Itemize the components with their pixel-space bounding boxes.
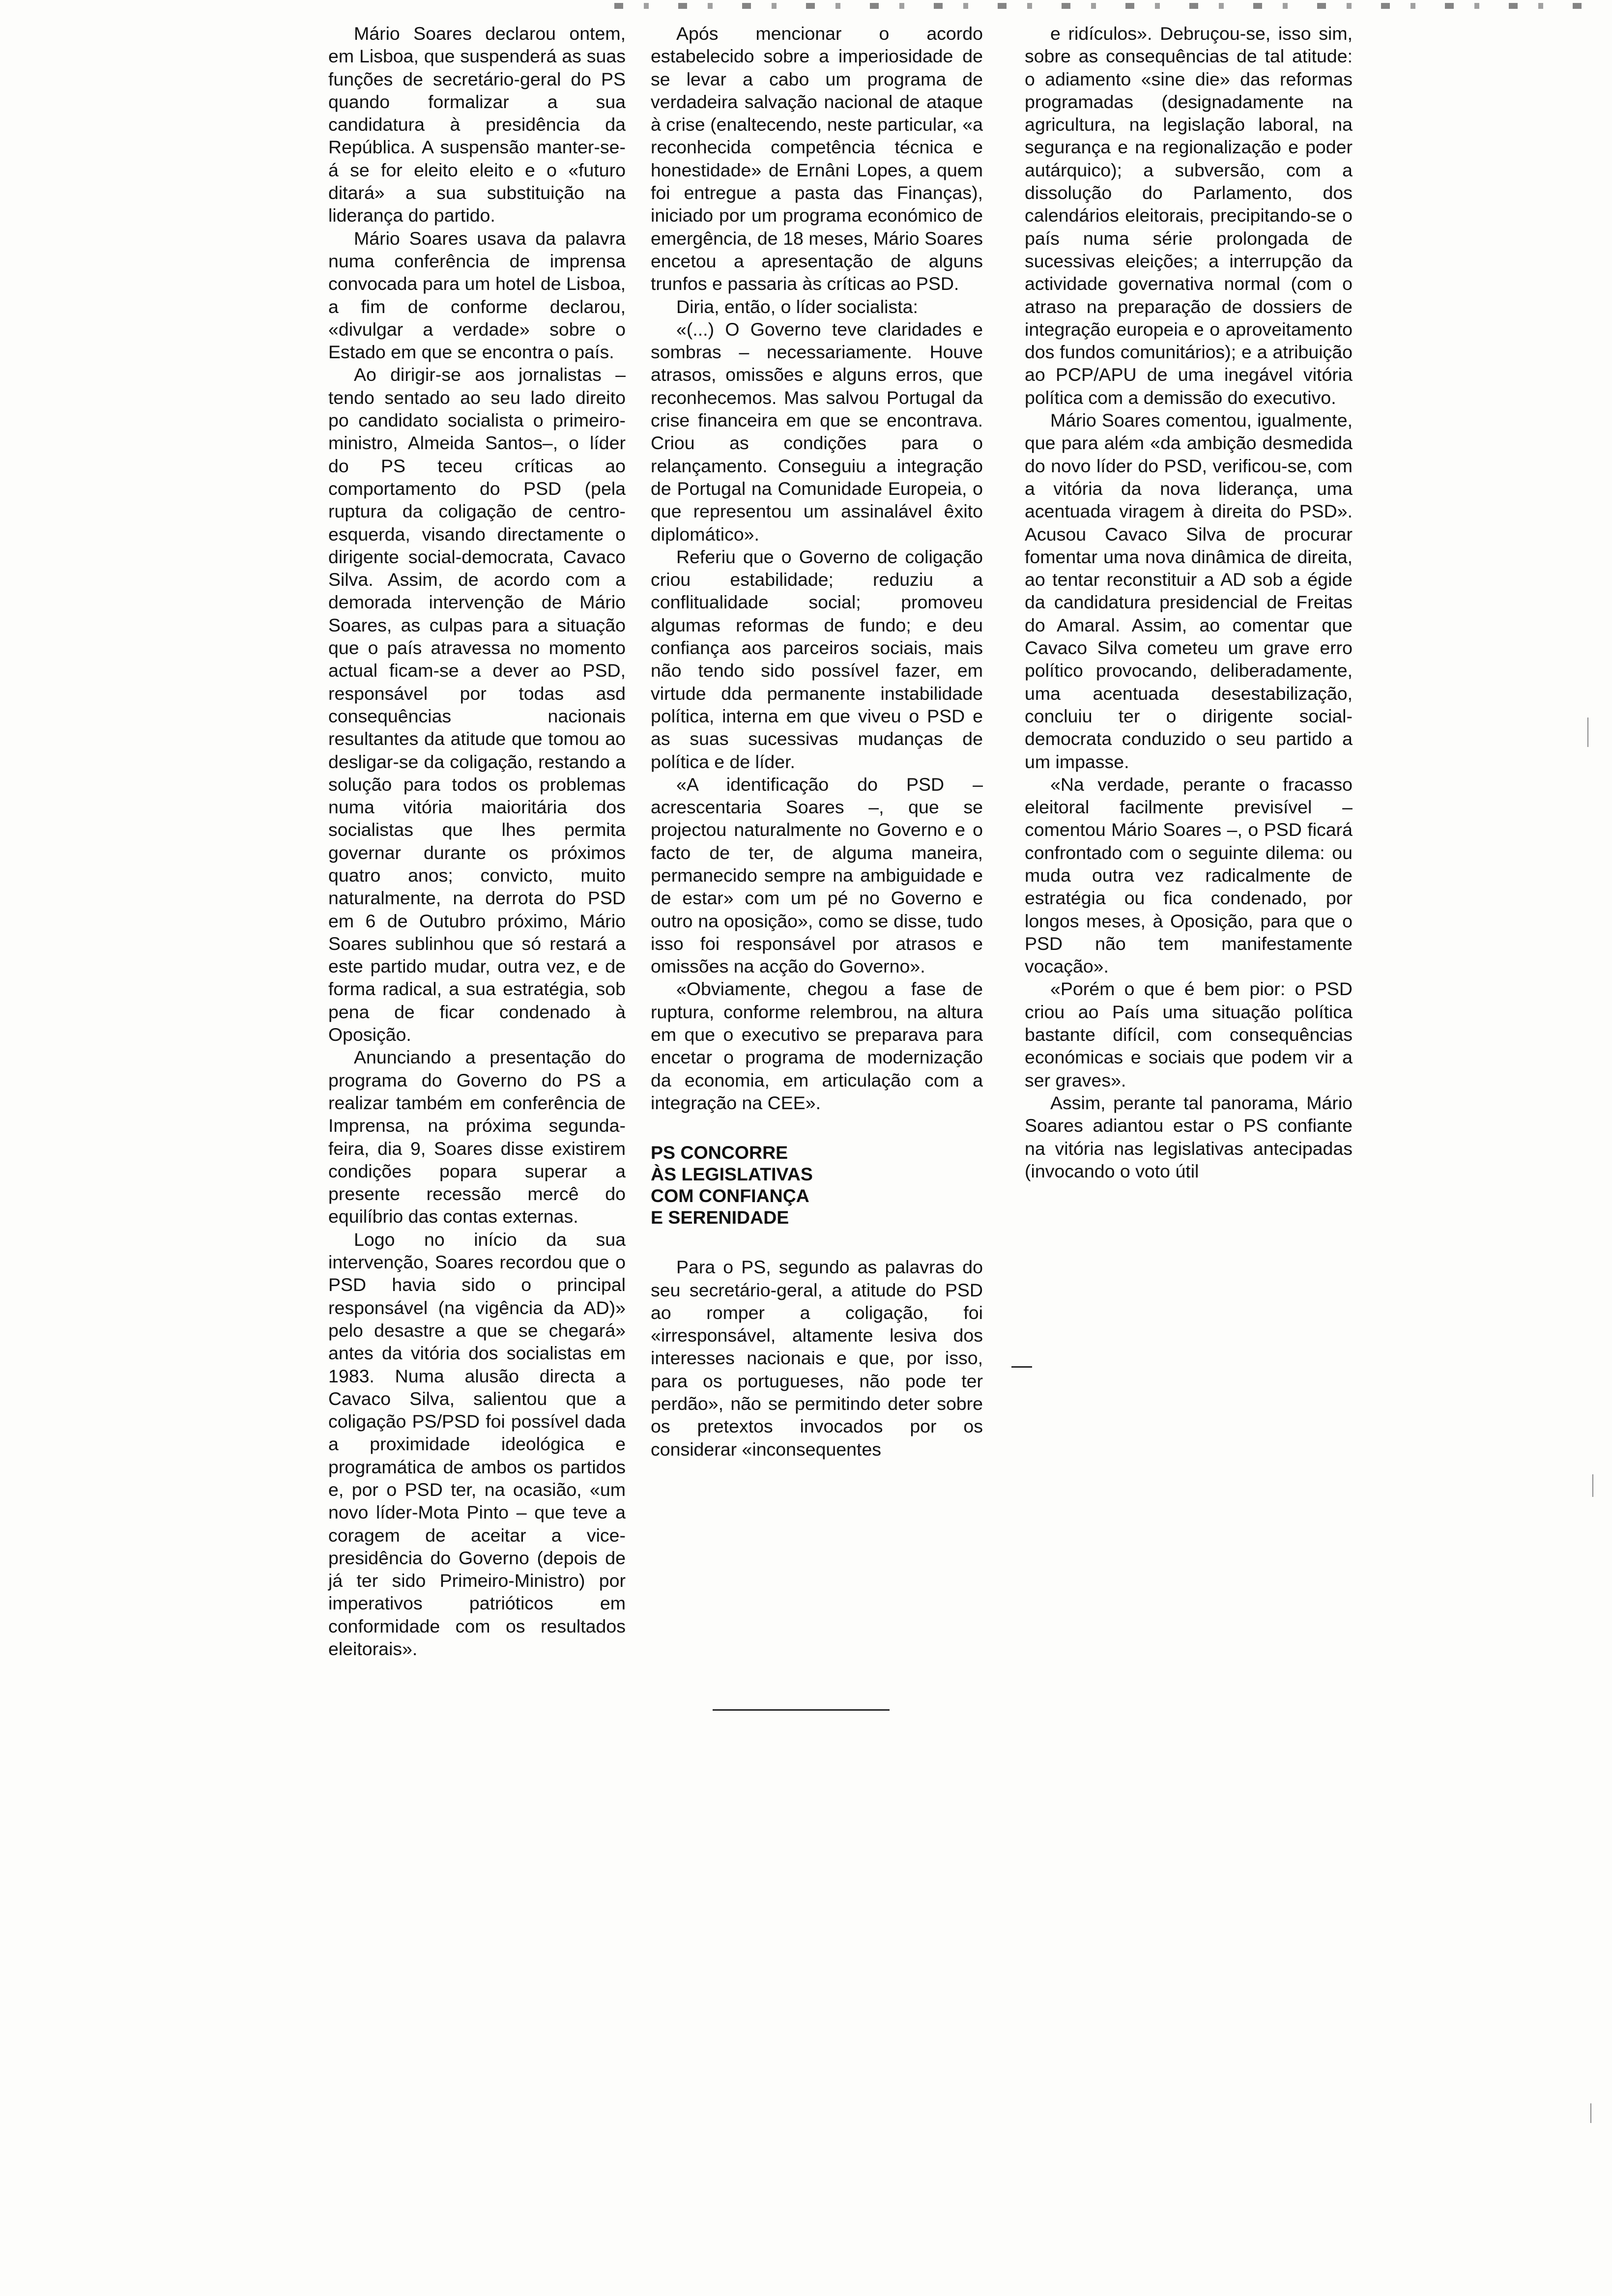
paragraph: Mário Soares comentou, igualmente, que para além «da ambição desmedida do novo líder do PSD, verificou-se, com a vitória da nova liderança, uma acentuada viragem à direita do PSD». Acusou Cavaco Silva de procurar fomentar uma nova dinâmica de direita, ao tentar reconstituir a AD sob a égide da candidatura presidencial de Freitas do Amaral. Assim, ao comentar que Cavaco Silva cometeu um grave erro político provocando, deliberadamente, uma acentuada desestabilização, concluiu ter o dirigente social-democrata conduzido o seu partido a um impasse.	[1025, 410, 1353, 772]
paragraph: Mário Soares usava da palavra numa conferência de imprensa convocada para um hotel de Lisboa, a fim de conforme declarou, «divulgar a verdade» sobre o Estado em que se encontra o país.	[328, 228, 626, 363]
paragraph: Ao dirigir-se aos jornalistas – tendo sentado ao seu lado direito po candidato socialista o primeiro-ministro, Almeida Santos–, o líder do PS teceu críticas ao comportamento do PSD (pela ruptura da coligação de centro-esquerda, visando directamente o dirigente social-democrata, Cavaco Silva. Assim, de acordo com a demorada intervenção de Mário Soares, as culpas para a situação que o país atravessa no momento actual ficam-se a dever ao PSD, responsável por todas asd consequências nacionais resultantes da atitude que tomou ao desligar-se da coligação, restando a solução para todos os problemas numa vitória maioritária dos socialistas que lhes permita governar durante os próximos quatro anos; convicto, muito naturalmente, na derrota do PSD em 6 de Outubro próximo, Mário Soares sublinhou que só restará a este partido mudar, outra vez, e de forma radical, a sua estratégia, sob pena de ficar condenado à Oposição.	[328, 364, 626, 1045]
scan-edge-mark	[1587, 718, 1588, 747]
section-subheading	[651, 1142, 983, 1228]
paragraph: Após mencionar o acordo estabelecido sobre a imperiosidade de se levar a cabo um programa de verdadeira salvação nacional de ataque à crise (enaltecendo, neste particular, «a reconhecida competência técnica e honestidade» de Ernâni Lopes, a quem foi entregue a pasta das Finanças), iniciado por um programa económico de emergência, de 18 meses, Mário Soares encetou a apresentação de alguns trunfos e passaria às críticas ao PSD.	[651, 23, 983, 294]
paragraph: Para o PS, segundo as palavras do seu secretário-geral, a atitude do PSD ao romper a coligação, foi «irresponsável, altamente lesiva dos interesses nacionais e que, por isso, para os portugueses, não pode ter perdão», não se permitindo deter sobre os pretextos invocados por os considerar «inconsequentes	[651, 1257, 983, 1460]
paragraph: Diria, então, o líder socialista:	[676, 296, 918, 317]
paragraph: Anunciando a presentação do programa do Governo do PS a realizar também em conferência de Imprensa, na próxima segunda-feira, dia 9, Soares disse existirem condições popara superar a presente recessão mercê do equilíbrio das contas externas.	[328, 1047, 626, 1227]
paragraph: «A identificação do PSD – acrescentaria Soares –, que se projectou naturalmente no Governo e o facto de ter, de alguma maneira, permanecido sempre na ambiguidade e de estar» com um pé no Governo e outro na oposição», como se disse, tudo isso foi responsável por atrasos e omissões na acção do Governo».	[651, 774, 983, 977]
scan-edge-mark	[1590, 2103, 1591, 2123]
paragraph: Logo no início da sua intervenção, Soares recordou que o PSD havia sido o principal responsável (na vigência da AD)» pelo desastre a que se chegará» antes da vitória dos socialistas em 1983. Numa alusão directa a Cavaco Silva, salientou que a coligação PS/PSD foi possível dada a proximidade ideológica e programática de ambos os partidos e, por o PSD ter, na ocasião, «um novo líder-Mota Pinto – que teve a coragem de aceitar a vice-presidência do Governo (depois de já ter sido Primeiro-Ministro) por imperativos patrióticos em conformidade com os resultados eleitorais».	[328, 1229, 626, 1660]
paragraph: Mário Soares declarou ontem, em Lisboa, que suspenderá as suas funções de secretário-geral do PS quando formalizar a sua candidatura à presidência da República. A suspensão manter-se-á se for eleito eleito e o «futuro ditará» a sua substituição na liderança do partido.	[328, 23, 626, 226]
scan-artifact-top	[614, 3, 1597, 9]
article-column-2	[651, 22, 983, 1461]
article-column-3	[1025, 22, 1353, 1182]
continuation-rule	[1011, 1366, 1032, 1368]
paragraph: Referiu que o Governo de coligação criou estabilidade; reduziu a conflitualidade social; promoveu algumas reformas de fundo; e deu confiança aos parceiros sociais, mais não tendo sido possível fazer, em virtude dda permanente instabilidade política, interna em que viveu o PSD e as suas sucessivas mudanças de política e de líder.	[651, 546, 983, 772]
subheading-line: E SERENIDADE	[651, 1207, 789, 1228]
subheading-line: PS CONCORRE	[651, 1142, 788, 1163]
paragraph: e ridículos». Debruçou-se, isso sim, sobre as consequências de tal atitude: o adiamento «sine die» das reformas programadas (designadamente na agricultura, na legislação laboral, na segurança e na regionalização e poder autárquico); a subversão, com a dissolução do Parlamento, dos calendários eleitorais, precipitando-se o país numa série prolongada de sucessivas eleições; a interrupção da actividade governativa normal (com o atraso na preparação de dossiers de integração europeia e o aproveitamento dos fundos comunitários); e a atribuição ao PCP/APU de uma inegável vitória política com a demissão do executivo.	[1025, 23, 1353, 408]
article-column-1	[328, 22, 626, 1660]
paragraph: «Porém o que é bem pior: o PSD criou ao País uma situação política bastante difícil, com consequências económicas e sociais que podem vir a ser graves».	[1025, 978, 1353, 1091]
paragraph: «Obviamente, chegou a fase de ruptura, conforme relembrou, na altura em que o executivo se preparava para encetar o programa de modernização da economia, em articulação com a integração na CEE».	[651, 978, 983, 1113]
column-end-rule	[713, 1709, 890, 1711]
paragraph: «Na verdade, perante o fracasso eleitoral facilmente previsível – comentou Mário Soares –, o PSD ficará confrontado com o seguinte dilema: ou muda outra vez radicalmente de estratégia ou fica condenado, por longos meses, à Oposição, para que o PSD não tem manifestamente vocação».	[1025, 774, 1353, 977]
paragraph: «(...) O Governo teve claridades e sombras – necessariamente. Houve atrasos, omissões e alguns erros, que reconhecemos. Mas salvou Portugal da crise financeira em que se encontrava. Criou as condições para o relançamento. Conseguiu a integração de Portugal na Comunidade Europeia, o que representou um assinalável êxito diplomático».	[651, 318, 983, 545]
paragraph: Assim, perante tal panorama, Mário Soares adiantou estar o PS confiante na vitória nas legislativas antecipadas (invocando o voto útil	[1025, 1092, 1353, 1181]
subheading-line: COM CONFIANÇA	[651, 1185, 809, 1206]
subheading-line: ÀS LEGISLATIVAS	[651, 1164, 813, 1185]
scan-edge-mark	[1592, 1474, 1593, 1497]
